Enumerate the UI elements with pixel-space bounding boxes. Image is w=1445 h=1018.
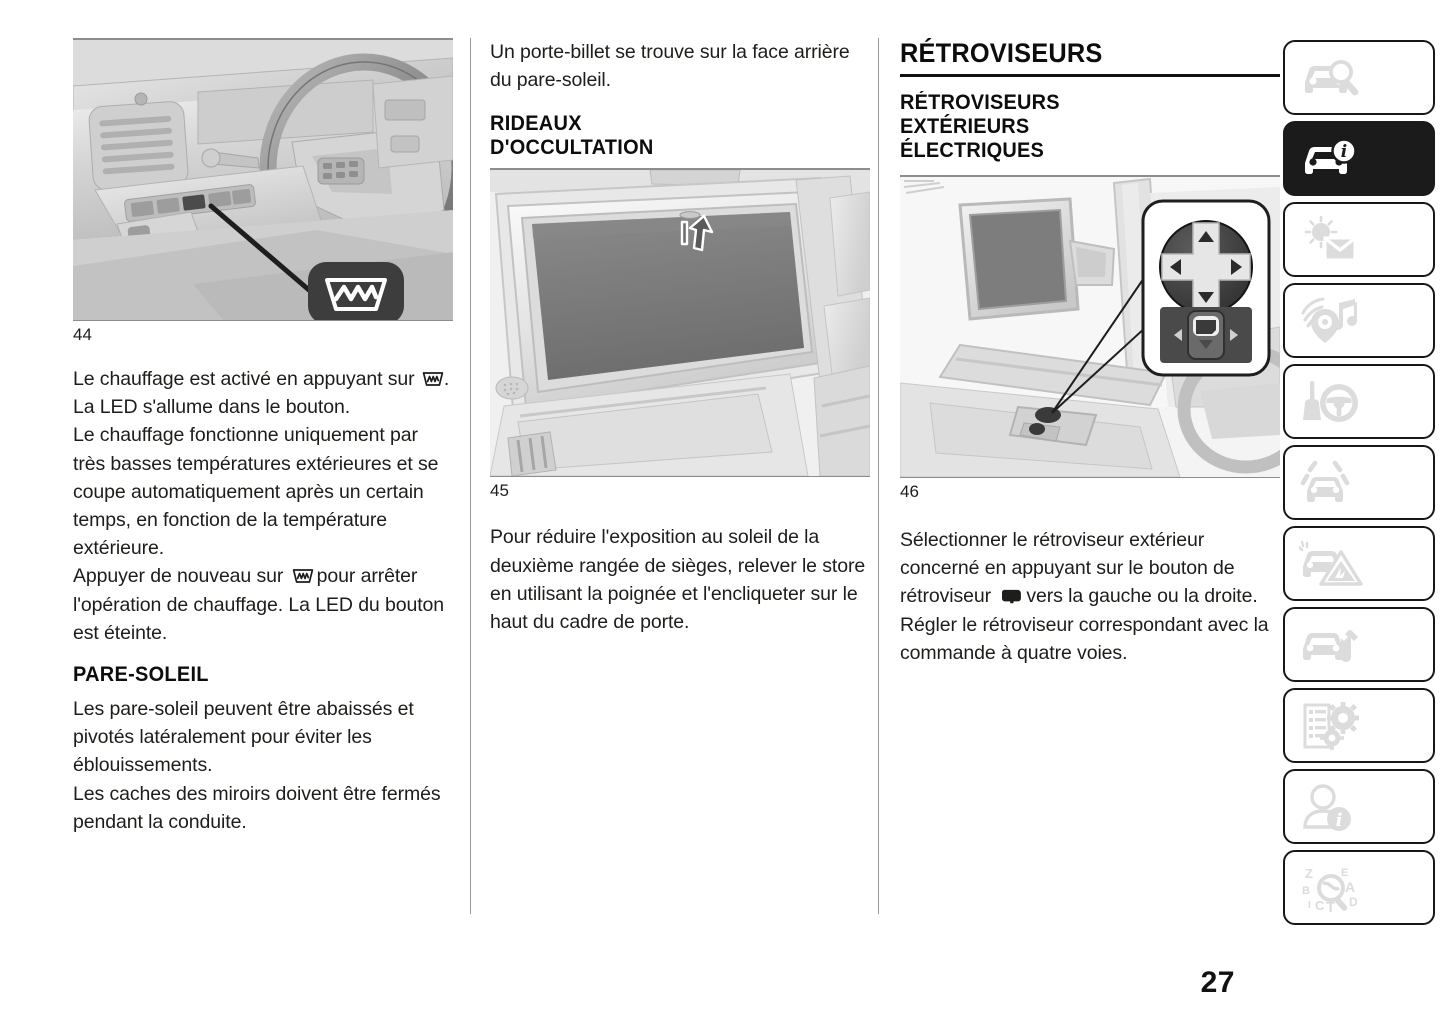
column-right [900, 38, 1280, 667]
sidebar-item-infotainment[interactable] [1283, 283, 1435, 358]
page-number: 27 [1200, 966, 1235, 999]
subsection-title [900, 91, 1261, 163]
person-info-icon [1299, 781, 1363, 833]
chapter-tab-sidebar[interactable] [1283, 40, 1435, 931]
deactivate-sentence-start: Appuyer de nouveau sur [73, 565, 284, 588]
figure-45-bottom-rule [490, 476, 870, 478]
svg-text:B: B [1302, 884, 1310, 897]
windshield-defroster-icon [422, 371, 444, 387]
subsection-title-line2: EXTÉRIEURS [900, 115, 1030, 138]
alphabet-magnifier-icon [1299, 862, 1363, 914]
pare-soleil-text-1: Les pare-soleil peuvent être abaissés et pivotés latéralement pour éviter les éblouissements. [73, 698, 414, 777]
car-magnifier-icon [1299, 52, 1363, 104]
mirror-select-part2: vers la gauche ou la droite. [1026, 585, 1258, 608]
figure-45-caption: 45 [490, 481, 509, 501]
figure-44-image [73, 40, 453, 320]
list-gears-icon [1299, 700, 1363, 752]
figure-46-image [900, 177, 1280, 477]
subsection-title-line3: ÉLECTRIQUES [900, 139, 1044, 162]
svg-text:D: D [1349, 894, 1358, 909]
pare-soleil-text-2: Les caches des miroirs doivent être fermés pendant la conduite. [73, 782, 441, 833]
figure-45 [490, 168, 870, 501]
heating-conditions-text: Le chauffage fonctionne uniquement par très basses températures extérieures et se coupe automatiquement après un certain temps, en fonction de la température extérieure. [73, 424, 439, 560]
navigation-music-icon [1299, 295, 1363, 347]
heating-deactivate-text [73, 562, 453, 647]
mirror-select-icon [1000, 589, 1022, 604]
sidebar-item-technical-data[interactable] [1283, 688, 1435, 763]
sidebar-item-instruments-controls[interactable] [1283, 121, 1435, 196]
led-text: La LED s'allume dans le bouton. [73, 396, 351, 419]
mirror-control-callout [1143, 201, 1269, 375]
svg-text:Z: Z [1305, 865, 1313, 881]
figure-46 [900, 175, 1280, 502]
deactivate-sentence-end: pour arrêter l'opération de chauffage. La LED du bouton est éteinte. [73, 565, 445, 644]
figure-44-bottom-rule [73, 320, 453, 322]
sidebar-item-driving-operation[interactable] [1283, 364, 1435, 439]
sidebar-item-climate-lighting[interactable] [1283, 202, 1435, 277]
period-after-icon: . [443, 368, 450, 390]
svg-text:C: C [1315, 897, 1325, 913]
svg-text:i: i [1340, 141, 1348, 162]
figure-46-caption: 46 [900, 482, 919, 501]
sidebar-item-vehicle-care-warnings[interactable] [1283, 526, 1435, 601]
figure-44-caption: 44 [73, 325, 92, 344]
sidebar-item-alphabetical-index[interactable] [1283, 850, 1435, 925]
mirror-select-part1: Sélectionner le rétroviseur extérieur concerné en appuyant sur le bouton de rétroviseur [900, 529, 1235, 608]
heading-rideaux-line2: D'OCCULTATION [490, 136, 654, 160]
subsection-title-line1: RÉTROVISEURS [900, 91, 1060, 114]
figure-46-bottom-rule [900, 477, 1280, 479]
svg-text:T: T [1326, 898, 1336, 914]
sidebar-item-customer-information[interactable] [1283, 769, 1435, 844]
heading-rideaux-occultation [490, 112, 851, 160]
car-wrench-icon [1299, 619, 1363, 671]
car-warning-triangle-icon [1299, 538, 1363, 590]
column-divider-right [878, 38, 879, 914]
defroster-callout [308, 262, 404, 320]
sidebar-item-service-maintenance[interactable] [1283, 607, 1435, 682]
column-left [73, 38, 453, 836]
porte-billet-text: Un porte-billet se trouve sur la face arrière du pare-soleil. [490, 41, 850, 92]
mirror-adjust-text: Régler le rétroviseur correspondant avec la commande à quatre voies. [900, 613, 1269, 664]
column-middle [490, 38, 870, 636]
car-info-icon [1299, 133, 1363, 185]
section-title-rule [900, 74, 1280, 77]
figure-44 [73, 38, 453, 345]
svg-text:E: E [1341, 866, 1349, 879]
heating-activate-text [73, 365, 453, 393]
svg-text:A: A [1345, 878, 1356, 895]
mirror-select-text [900, 526, 1280, 611]
car-lane-icon [1299, 457, 1363, 509]
sidebar-item-driver-assistance[interactable] [1283, 445, 1435, 520]
sidebar-item-vehicle-overview[interactable] [1283, 40, 1435, 115]
heading-pare-soleil: PARE-SOLEIL [73, 663, 209, 687]
svg-text:i: i [1335, 809, 1343, 831]
windshield-defroster-icon-2 [292, 568, 314, 584]
sun-vent-icon [1299, 214, 1363, 266]
column-divider-left [470, 38, 471, 914]
heading-rideaux-line1: RIDEAUX [490, 112, 582, 136]
heating-activate-sentence: Le chauffage est activé en appuyant sur [73, 368, 415, 390]
svg-text:I: I [1308, 899, 1311, 911]
page-title: RÉTROVISEURS [900, 38, 1103, 68]
figure-45-image [490, 170, 870, 476]
gearshift-steeringwheel-icon [1299, 376, 1363, 428]
store-instructions-text: Pour réduire l'exposition au soleil de la deuxième rangée de sièges, relever le store en utilisant la poignée et l'encliqueter sur le haut du cadre de porte. [490, 526, 866, 634]
